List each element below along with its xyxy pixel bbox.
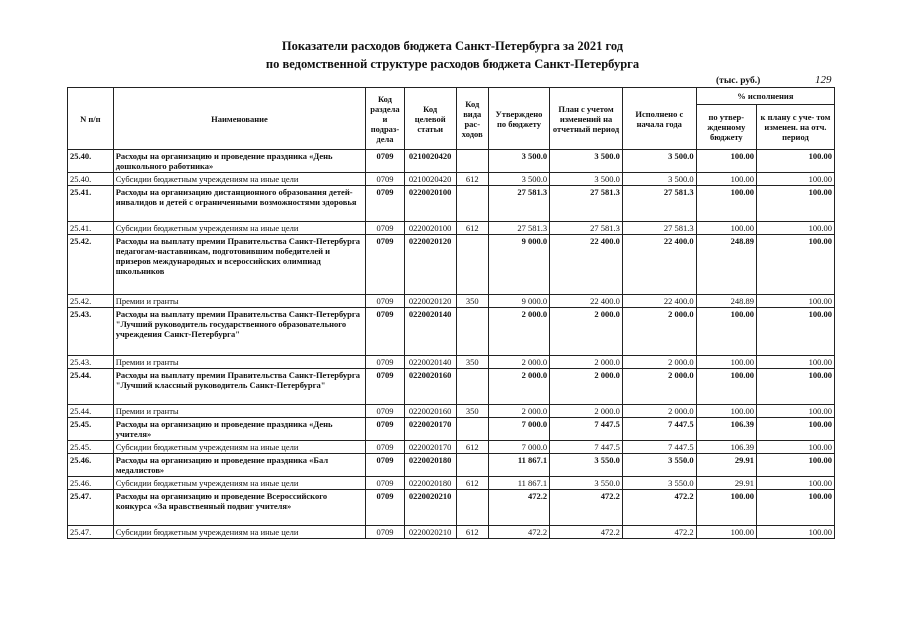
- row-executed: 7 447.5: [622, 441, 696, 454]
- table-row: [68, 308, 835, 356]
- col-section-header: Код раздела и подраз- дела: [366, 88, 404, 150]
- row-pct-plan: 100.00: [756, 477, 834, 490]
- row-number: 25.42.: [68, 295, 114, 308]
- row-section-code: 0709: [366, 477, 404, 490]
- row-type-code: 350: [456, 405, 488, 418]
- row-number: 25.43.: [68, 308, 114, 356]
- col-num-header: N п/п: [68, 88, 114, 150]
- row-plan: 2 000.0: [550, 405, 623, 418]
- row-number: 25.40.: [68, 173, 114, 186]
- row-type-code: 612: [456, 441, 488, 454]
- row-approved: 472.2: [488, 526, 549, 539]
- col-pct-plan-header: к плану с уче- том изменен. на отч. период: [756, 105, 834, 150]
- row-pct-approved: 100.00: [696, 186, 756, 222]
- col-executed-header: Исполнено с начала года: [622, 88, 696, 150]
- row-plan: 472.2: [550, 490, 623, 526]
- row-pct-plan: 100.00: [756, 173, 834, 186]
- row-target-code: 0210020420: [404, 150, 456, 173]
- row-name: Субсидии бюджетным учреждениям на иные цели: [113, 173, 366, 186]
- row-pct-plan: 100.00: [756, 308, 834, 356]
- row-section-code: 0709: [366, 308, 404, 356]
- row-number: 25.41.: [68, 222, 114, 235]
- row-pct-approved: 100.00: [696, 356, 756, 369]
- row-approved: 7 000.0: [488, 418, 549, 441]
- row-type-code: 612: [456, 222, 488, 235]
- row-plan: 7 447.5: [550, 441, 623, 454]
- row-type-code: [456, 186, 488, 222]
- row-approved: 3 500.0: [488, 173, 549, 186]
- row-approved: 2 000.0: [488, 369, 549, 405]
- row-executed: 3 500.0: [622, 173, 696, 186]
- row-section-code: 0709: [366, 441, 404, 454]
- row-number: 25.42.: [68, 235, 114, 295]
- table-row: [68, 186, 835, 222]
- table-row: [68, 356, 835, 369]
- row-target-code: 0220020160: [404, 405, 456, 418]
- row-pct-plan: 100.00: [756, 186, 834, 222]
- row-name: Субсидии бюджетным учреждениям на иные цели: [113, 477, 366, 490]
- row-target-code: 0220020120: [404, 295, 456, 308]
- row-type-code: 612: [456, 526, 488, 539]
- row-plan: 27 581.3: [550, 222, 623, 235]
- row-type-code: [456, 150, 488, 173]
- row-target-code: 0220020210: [404, 490, 456, 526]
- table-row: [68, 235, 835, 295]
- row-target-code: 0220020160: [404, 369, 456, 405]
- row-number: 25.44.: [68, 405, 114, 418]
- row-section-code: 0709: [366, 150, 404, 173]
- row-pct-approved: 100.00: [696, 222, 756, 235]
- row-number: 25.41.: [68, 186, 114, 222]
- row-type-code: [456, 369, 488, 405]
- row-name: Премии и гранты: [113, 405, 366, 418]
- row-target-code: 0220020170: [404, 418, 456, 441]
- row-executed: 472.2: [622, 490, 696, 526]
- col-plan-header: План с учетом изменений на отчетный период: [550, 88, 623, 150]
- row-pct-approved: 100.00: [696, 173, 756, 186]
- table-row: [68, 418, 835, 441]
- row-approved: 27 581.3: [488, 222, 549, 235]
- row-name: Расходы на выплату премии Правительства Санкт-Петербурга "Лучший руководитель государственного образовательного учреждения Санкт-Петербурга": [113, 308, 366, 356]
- row-pct-approved: 100.00: [696, 526, 756, 539]
- row-name: Субсидии бюджетным учреждениям на иные цели: [113, 222, 366, 235]
- table-row: [68, 490, 835, 526]
- row-section-code: 0709: [366, 235, 404, 295]
- row-executed: 3 550.0: [622, 454, 696, 477]
- table-row: [68, 405, 835, 418]
- row-section-code: 0709: [366, 454, 404, 477]
- row-target-code: 0220020120: [404, 235, 456, 295]
- row-approved: 2 000.0: [488, 308, 549, 356]
- row-executed: 27 581.3: [622, 222, 696, 235]
- row-pct-plan: 100.00: [756, 405, 834, 418]
- row-type-code: [456, 418, 488, 441]
- row-executed: 2 000.0: [622, 308, 696, 356]
- row-number: 25.46.: [68, 477, 114, 490]
- row-name: Субсидии бюджетным учреждениям на иные цели: [113, 526, 366, 539]
- row-type-code: [456, 454, 488, 477]
- row-pct-approved: 248.89: [696, 295, 756, 308]
- row-target-code: 0220020180: [404, 454, 456, 477]
- row-plan: 3 550.0: [550, 454, 623, 477]
- row-pct-plan: 100.00: [756, 150, 834, 173]
- page-number: 129: [815, 74, 832, 86]
- row-section-code: 0709: [366, 526, 404, 539]
- row-plan: 2 000.0: [550, 356, 623, 369]
- row-plan: 22 400.0: [550, 235, 623, 295]
- row-pct-plan: 100.00: [756, 235, 834, 295]
- row-section-code: 0709: [366, 369, 404, 405]
- row-plan: 22 400.0: [550, 295, 623, 308]
- row-pct-approved: 100.00: [696, 150, 756, 173]
- row-number: 25.45.: [68, 441, 114, 454]
- row-pct-approved: 100.00: [696, 490, 756, 526]
- row-executed: 27 581.3: [622, 186, 696, 222]
- table-row: [68, 295, 835, 308]
- row-executed: 7 447.5: [622, 418, 696, 441]
- row-pct-plan: 100.00: [756, 295, 834, 308]
- units-label: (тыс. руб.): [716, 76, 761, 86]
- row-section-code: 0709: [366, 490, 404, 526]
- row-pct-plan: 100.00: [756, 222, 834, 235]
- row-target-code: 0220020210: [404, 526, 456, 539]
- row-number: 25.45.: [68, 418, 114, 441]
- row-pct-plan: 100.00: [756, 369, 834, 405]
- row-pct-approved: 106.39: [696, 418, 756, 441]
- row-target-code: 0220020100: [404, 222, 456, 235]
- report-title-line2: по ведомственной структуре расходов бюджета Санкт-Петербурга: [265, 57, 640, 71]
- row-approved: 3 500.0: [488, 150, 549, 173]
- row-type-code: 612: [456, 477, 488, 490]
- table-body: [68, 150, 835, 539]
- row-pct-plan: 100.00: [756, 454, 834, 477]
- table-row: [68, 369, 835, 405]
- row-number: 25.40.: [68, 150, 114, 173]
- row-plan: 2 000.0: [550, 369, 623, 405]
- row-executed: 22 400.0: [622, 295, 696, 308]
- col-target-header: Код целевой статьи: [404, 88, 456, 150]
- row-executed: 3 500.0: [622, 150, 696, 173]
- row-target-code: 0210020420: [404, 173, 456, 186]
- table-row: [68, 150, 835, 173]
- table-row: [68, 222, 835, 235]
- row-pct-plan: 100.00: [756, 418, 834, 441]
- row-name: Расходы на организацию и проведение Всероссийского конкурса «За нравственный подвиг учителя»: [113, 490, 366, 526]
- row-executed: 22 400.0: [622, 235, 696, 295]
- row-plan: 27 581.3: [550, 186, 623, 222]
- row-name: Расходы на выплату премии Правительства Санкт-Петербурга "Лучший классный руководитель Санкт-Петербурга": [113, 369, 366, 405]
- col-name-header: Наименование: [113, 88, 366, 150]
- row-name: Расходы на организацию дистанционного образования детей-инвалидов и детей с ограниченными возможностями здоровья: [113, 186, 366, 222]
- row-plan: 472.2: [550, 526, 623, 539]
- row-name: Премии и гранты: [113, 295, 366, 308]
- col-pct-approved-header: по утвер- жденному бюджету: [696, 105, 756, 150]
- table-row: [68, 526, 835, 539]
- row-plan: 3 500.0: [550, 173, 623, 186]
- row-executed: 2 000.0: [622, 369, 696, 405]
- row-approved: 11 867.1: [488, 454, 549, 477]
- row-type-code: [456, 235, 488, 295]
- row-approved: 7 000.0: [488, 441, 549, 454]
- row-plan: 3 550.0: [550, 477, 623, 490]
- row-approved: 2 000.0: [488, 405, 549, 418]
- row-pct-approved: 100.00: [696, 308, 756, 356]
- row-section-code: 0709: [366, 173, 404, 186]
- row-plan: 2 000.0: [550, 308, 623, 356]
- row-type-code: 612: [456, 173, 488, 186]
- row-pct-plan: 100.00: [756, 490, 834, 526]
- row-number: 25.46.: [68, 454, 114, 477]
- row-name: Премии и гранты: [113, 356, 366, 369]
- row-number: 25.47.: [68, 490, 114, 526]
- row-section-code: 0709: [366, 418, 404, 441]
- table-row: [68, 454, 835, 477]
- row-target-code: 0220020170: [404, 441, 456, 454]
- table-row: [68, 477, 835, 490]
- row-target-code: 0220020140: [404, 308, 456, 356]
- row-pct-plan: 100.00: [756, 526, 834, 539]
- row-pct-approved: 29.91: [696, 454, 756, 477]
- row-approved: 27 581.3: [488, 186, 549, 222]
- report-title-line1: Показатели расходов бюджета Санкт-Петербурга за 2021 год: [281, 39, 624, 53]
- row-executed: 3 550.0: [622, 477, 696, 490]
- row-name: Расходы на организацию и проведение праздника «День учителя»: [113, 418, 366, 441]
- row-section-code: 0709: [366, 405, 404, 418]
- row-pct-plan: 100.00: [756, 441, 834, 454]
- row-name: Расходы на организацию и проведение праздника «День дошкольного работника»: [113, 150, 366, 173]
- row-type-code: [456, 490, 488, 526]
- table-row: [68, 173, 835, 186]
- row-type-code: [456, 308, 488, 356]
- row-executed: 472.2: [622, 526, 696, 539]
- col-type-header: Код вида рас- ходов: [456, 88, 488, 150]
- row-number: 25.43.: [68, 356, 114, 369]
- table-row: [68, 441, 835, 454]
- row-name: Расходы на организацию и проведение праздника «Бал медалистов»: [113, 454, 366, 477]
- row-pct-plan: 100.00: [756, 356, 834, 369]
- row-section-code: 0709: [366, 186, 404, 222]
- row-approved: 9 000.0: [488, 295, 549, 308]
- expenses-table: [67, 87, 835, 539]
- row-name: Расходы на выплату премии Правительства Санкт-Петербурга педагогам-наставникам, подготовившим победителей и призеров международных и всероссийских олимпиад школьников: [113, 235, 366, 295]
- col-approved-header: Утверждено по бюджету: [488, 88, 549, 150]
- row-type-code: 350: [456, 356, 488, 369]
- row-approved: 9 000.0: [488, 235, 549, 295]
- row-type-code: 350: [456, 295, 488, 308]
- row-pct-approved: 106.39: [696, 441, 756, 454]
- row-target-code: 0220020100: [404, 186, 456, 222]
- col-pct-group-header: % исполнения: [696, 88, 834, 105]
- row-target-code: 0220020180: [404, 477, 456, 490]
- row-pct-approved: 248.89: [696, 235, 756, 295]
- row-executed: 2 000.0: [622, 356, 696, 369]
- row-target-code: 0220020140: [404, 356, 456, 369]
- row-number: 25.44.: [68, 369, 114, 405]
- row-section-code: 0709: [366, 222, 404, 235]
- row-approved: 472.2: [488, 490, 549, 526]
- row-approved: 2 000.0: [488, 356, 549, 369]
- row-section-code: 0709: [366, 356, 404, 369]
- row-executed: 2 000.0: [622, 405, 696, 418]
- row-pct-approved: 29.91: [696, 477, 756, 490]
- row-pct-approved: 100.00: [696, 405, 756, 418]
- row-section-code: 0709: [366, 295, 404, 308]
- row-approved: 11 867.1: [488, 477, 549, 490]
- row-pct-approved: 100.00: [696, 369, 756, 405]
- row-plan: 7 447.5: [550, 418, 623, 441]
- row-number: 25.47.: [68, 526, 114, 539]
- row-name: Субсидии бюджетным учреждениям на иные цели: [113, 441, 366, 454]
- row-plan: 3 500.0: [550, 150, 623, 173]
